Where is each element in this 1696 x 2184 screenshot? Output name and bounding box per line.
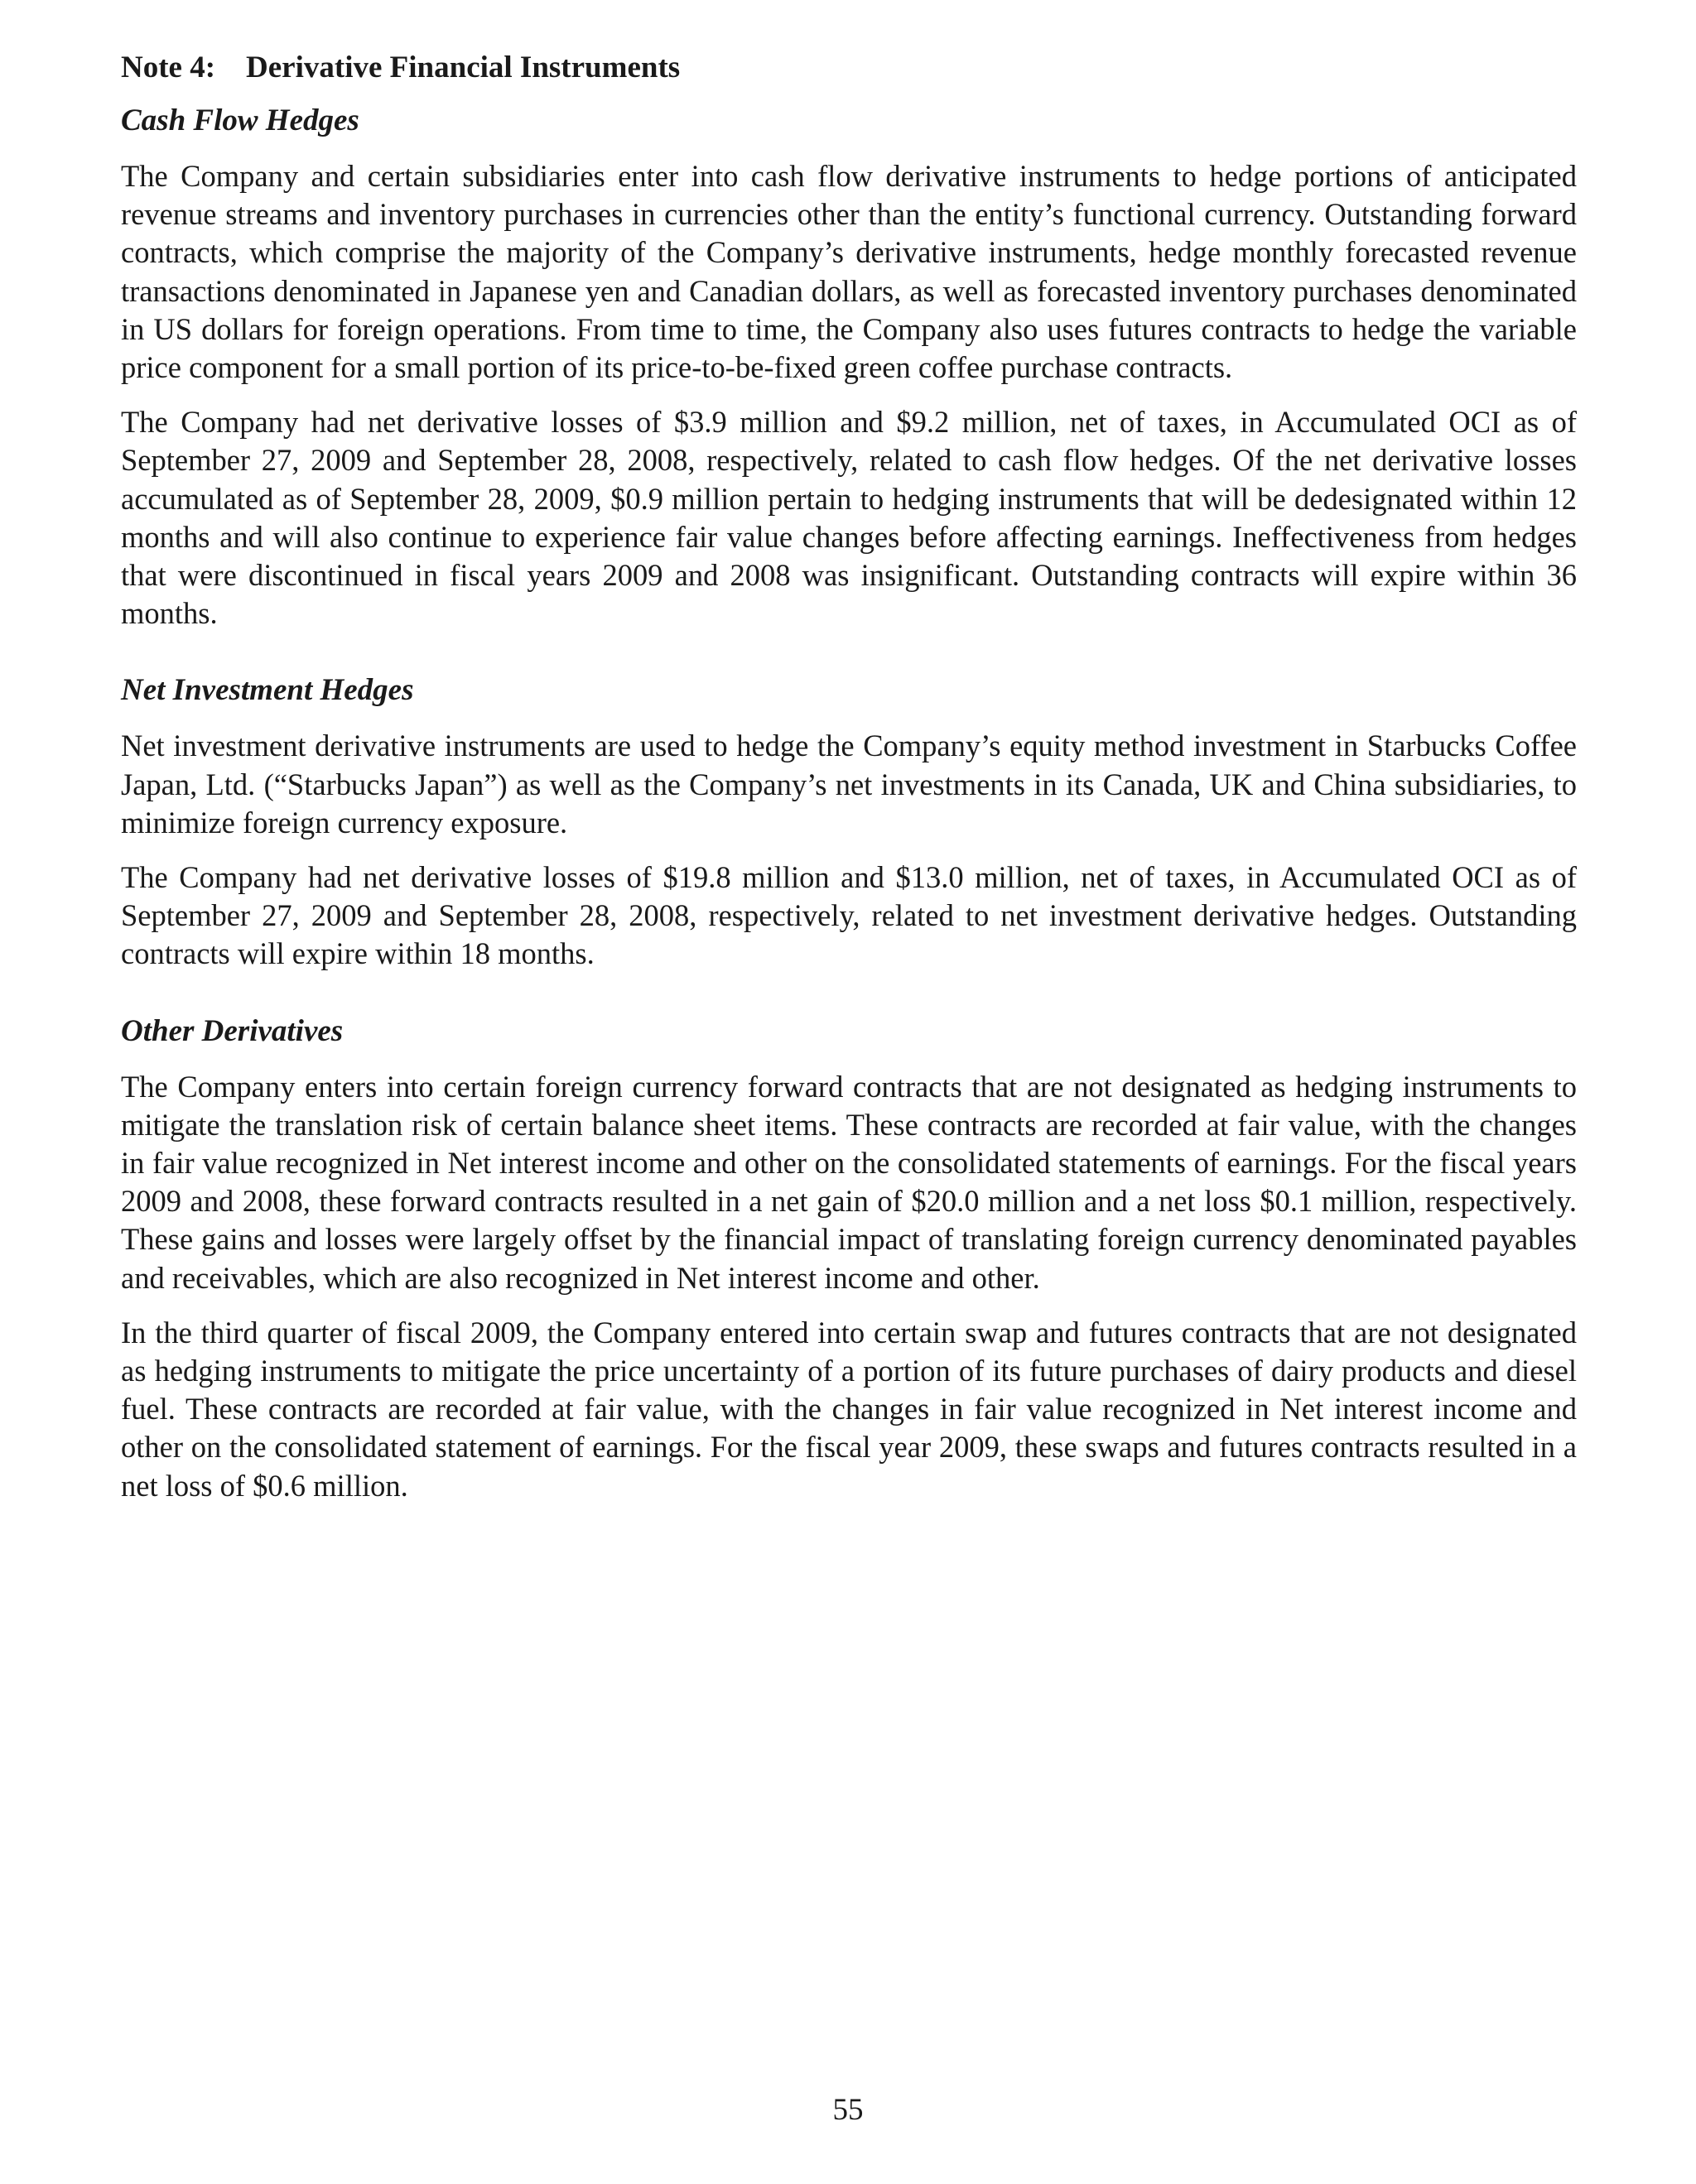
paragraph-net-investment-2: The Company had net derivative losses of $19.8 million and $13.0 million, net of taxes, in Accumulated OCI as of September 27, 2009 and September 28, 2008, respectively, related to net investment derivative hedges. Outstanding contracts will expire within 18 months. [121, 860, 1577, 971]
paragraph-net-investment-1: Net investment derivative instruments are used to hedge the Company’s equity method investment in Starbucks Coffee Japan, Ltd. (“Starbucks Japan”) as well as the Company’s net investments in its Canada, UK and China subsidiaries, to minimize foreign currency exposure. [121, 729, 1577, 839]
note-title: Note 4: Derivative Financial Instruments [121, 51, 681, 84]
section-heading-cash-flow-hedges: Cash Flow Hedges [121, 103, 359, 137]
page-number: 55 [832, 2093, 864, 2127]
section-spacer [121, 990, 1577, 1012]
document-body [121, 48, 1577, 1522]
paragraph-cash-flow-1: The Company and certain subsidiaries enter into cash flow derivative instruments to hedge portions of anticipated revenue streams and inventory purchases in currencies other than the entity’s functional currency. Outstanding forward contracts, which comprise the majority of the Company’s derivative instruments, hedge monthly forecasted revenue transactions denominated in Japanese yen and Canadian dollars, as well as forecasted inventory purchases denominated in US dollars for foreign operations. From time to time, the Company also uses futures contracts to hedge the variable price component for a small portion of its price-to-be-fixed green coffee purchase contracts. [121, 159, 1577, 385]
section-heading-net-investment-hedges: Net Investment Hedges [121, 673, 414, 708]
paragraph-other-derivatives-2: In the third quarter of fiscal 2009, the Company entered into certain swap and futures contracts that are not designated as hedging instruments to mitigate the price uncertainty of a portion of its future purchases of dairy products and diesel fuel. These contracts are recorded at fair value, with the changes in fair value recognized in Net interest income and other on the consolidated statement of earnings. For the fiscal year 2009, these swaps and futures contracts resulted in a net loss of $0.6 million. [121, 1315, 1577, 1503]
paragraph-other-derivatives-1: The Company enters into certain foreign currency forward contracts that are not designated as hedging instruments to mitigate the translation risk of certain balance sheet items. These contracts are recorded at fair value, with the changes in fair value recognized in Net interest income and other on the consolidated statements of earnings. For the fiscal years 2009 and 2008, these forward contracts resulted in a net gain of $20.0 million and a net loss $0.1 million, respectively. These gains and losses were largely offset by the financial impact of translating foreign currency denominated payables and receivables, which are also recognized in Net interest income and other. [121, 1069, 1577, 1295]
paragraph-cash-flow-2: The Company had net derivative losses of $3.9 million and $9.2 million, net of taxes, in Accumulated OCI as of September 27, 2009 and September 28, 2008, respectively, related to cash flow hedges. Of the net derivative losses accumulated as of September 28, 2009, $0.9 million pertain to hedging instruments that will be dedesignated within 12 months and will also continue to experience fair value changes before affecting earnings. Ineffectiveness from hedges that were discontinued in fiscal years 2009 and 2008 was insignificant. Outstanding contracts will expire within 36 months. [121, 405, 1577, 631]
section-heading-other-derivatives: Other Derivatives [121, 1013, 344, 1048]
section-spacer [121, 649, 1577, 671]
